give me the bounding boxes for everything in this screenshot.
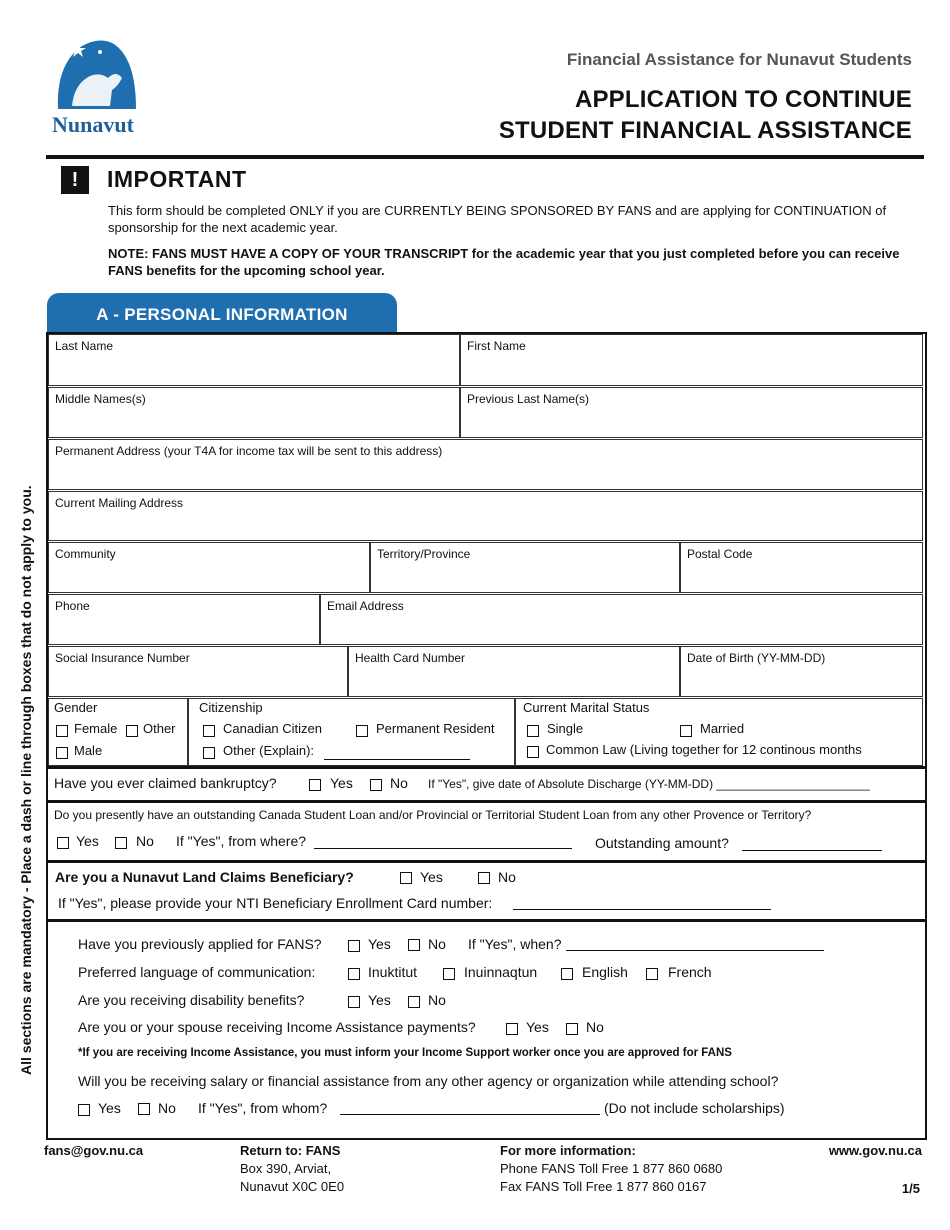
salary-whom-label: If "Yes", from whom?	[198, 1100, 328, 1116]
loan-yes-checkbox[interactable]	[57, 837, 69, 849]
first-name-field[interactable]	[460, 334, 923, 386]
permanent-resident-label: Permanent Resident	[376, 721, 495, 736]
title-line-1: APPLICATION TO CONTINUE	[574, 86, 912, 113]
mailing-address-label: Current Mailing Address	[55, 496, 184, 510]
other-gender-label: Other	[143, 721, 176, 736]
common-law-checkbox[interactable]	[527, 746, 539, 758]
return-line-1: Box 390, Arviat,	[240, 1161, 332, 1176]
community-label: Community	[55, 547, 116, 561]
salary-whom-input[interactable]	[340, 1114, 600, 1115]
citizenship-label: Citizenship	[199, 700, 263, 715]
permanent-resident-checkbox[interactable]	[356, 725, 368, 737]
loan-question: Do you presently have an outstanding Canada Student Loan and/or Provincial or Territorial Student Loan from any other Provence or Territory?	[54, 808, 812, 822]
land-claims-no-checkbox[interactable]	[478, 872, 490, 884]
middle-names-field[interactable]	[48, 387, 460, 438]
page-number: 1/5	[901, 1181, 920, 1196]
language-question: Preferred language of communication:	[78, 964, 316, 980]
single-label: Single	[547, 721, 584, 736]
loan-amount-label: Outstanding amount?	[595, 835, 729, 851]
info-phone: Phone FANS Toll Free 1 877 860 0680	[500, 1161, 723, 1176]
permanent-address-field[interactable]	[48, 439, 923, 490]
inuktitut-label: Inuktitut	[368, 964, 418, 980]
last-name-label: Last Name	[55, 339, 114, 353]
territory-label: Territory/Province	[377, 547, 471, 561]
first-name-label: First Name	[467, 339, 526, 353]
salary-no-label: No	[158, 1100, 176, 1116]
footer-return	[240, 1142, 344, 1196]
english-label: English	[582, 964, 628, 980]
permanent-address-label: Permanent Address (your T4A for income tax will be sent to this address)	[55, 444, 443, 458]
footer-email[interactable]: fans@gov.nu.ca	[44, 1143, 144, 1158]
disability-yes-checkbox[interactable]	[348, 996, 360, 1008]
salary-yes-label: Yes	[98, 1100, 121, 1116]
loan-yes-label: Yes	[76, 833, 99, 849]
footer-info	[500, 1142, 722, 1196]
last-name-field[interactable]	[48, 334, 460, 386]
health-card-label: Health Card Number	[355, 651, 466, 665]
side-note: All sections are mandatory - Place a dash or line through boxes that do not apply to you.	[18, 485, 34, 1075]
section-a-tab: A - PERSONAL INFORMATION	[47, 293, 397, 333]
info-fax: Fax FANS Toll Free 1 877 860 0167	[500, 1179, 707, 1194]
phone-field[interactable]	[48, 594, 320, 645]
middle-names-label: Middle Names(s)	[55, 392, 146, 406]
salary-question: Will you be receiving salary or financial assistance from any other agency or organization while attending school?	[78, 1073, 779, 1089]
email-label: Email Address	[327, 599, 404, 613]
common-law-label: Common Law (Living together for 12 continous months	[546, 742, 862, 757]
salary-yes-checkbox[interactable]	[78, 1104, 90, 1116]
other-citizenship-checkbox[interactable]	[203, 747, 215, 759]
bankruptcy-no-label: No	[390, 775, 408, 791]
disability-no-checkbox[interactable]	[408, 996, 420, 1008]
land-claims-followup: If "Yes", please provide your NTI Beneficiary Enrollment Card number:	[58, 895, 493, 911]
male-label: Male	[74, 743, 103, 758]
salary-no-checkbox[interactable]	[138, 1103, 150, 1115]
phone-label: Phone	[55, 599, 90, 613]
married-label: Married	[700, 721, 745, 736]
salary-tail: (Do not include scholarships)	[604, 1100, 785, 1116]
dob-field[interactable]	[680, 646, 923, 697]
other-citizenship-input[interactable]	[324, 759, 470, 760]
territory-field[interactable]	[370, 542, 680, 593]
footer-website[interactable]: www.gov.nu.ca	[828, 1143, 922, 1158]
income-assist-yes-label: Yes	[526, 1019, 549, 1035]
sin-field[interactable]	[48, 646, 348, 697]
marital-label: Current Marital Status	[523, 700, 650, 715]
single-checkbox[interactable]	[527, 725, 539, 737]
french-label: French	[668, 964, 712, 980]
prev-applied-yes-label: Yes	[368, 936, 391, 952]
prev-applied-yes-checkbox[interactable]	[348, 940, 360, 952]
prev-applied-no-checkbox[interactable]	[408, 939, 420, 951]
disability-yes-label: Yes	[368, 992, 391, 1008]
prev-applied-when-label: If "Yes", when?	[468, 936, 562, 952]
land-claims-yes-label: Yes	[420, 869, 443, 885]
female-label: Female	[74, 721, 118, 736]
important-text: This form should be completed ONLY if you are CURRENTLY BEING SPONSORED BY FANS and are applying for CONTINUATION of sponsorship for the next academic year.	[108, 203, 887, 235]
bankruptcy-no-checkbox[interactable]	[370, 779, 382, 791]
rule-landclaims-top	[46, 860, 925, 863]
income-assist-yes-checkbox[interactable]	[506, 1023, 518, 1035]
loan-no-checkbox[interactable]	[115, 837, 127, 849]
income-assist-no-checkbox[interactable]	[566, 1023, 578, 1035]
income-assist-note: *If you are receiving Income Assistance, you must inform your Income Support worker once you are approved for FANS	[78, 1047, 732, 1059]
previous-last-name-field[interactable]	[460, 387, 923, 438]
other-citizenship-label: Other (Explain):	[223, 743, 315, 758]
community-field[interactable]	[48, 542, 370, 593]
loan-no-label: No	[136, 833, 154, 849]
male-checkbox[interactable]	[56, 747, 68, 759]
land-claims-yes-checkbox[interactable]	[400, 872, 412, 884]
bankruptcy-yes-label: Yes	[330, 775, 353, 791]
rule-questions-top	[46, 919, 925, 922]
prev-applied-no-label: No	[428, 936, 446, 952]
form-title	[499, 84, 912, 146]
rule-bankruptcy-top	[46, 766, 925, 769]
canadian-citizen-checkbox[interactable]	[203, 725, 215, 737]
inuinnaqtun-label: Inuinnaqtun	[464, 964, 538, 980]
canadian-citizen-label: Canadian Citizen	[223, 721, 323, 736]
exclamation-icon: !	[61, 166, 89, 194]
sin-label: Social Insurance Number	[55, 651, 190, 665]
bankruptcy-question: Have you ever claimed bankruptcy?	[54, 775, 277, 791]
loan-where-input[interactable]	[314, 848, 572, 849]
rule-loan-top	[46, 800, 925, 803]
income-assist-question: Are you or your spouse receiving Income Assistance payments?	[78, 1019, 476, 1035]
prev-applied-question: Have you previously applied for FANS?	[78, 936, 322, 952]
loan-where-label: If "Yes", from where?	[176, 833, 307, 849]
other-gender-checkbox[interactable]	[126, 725, 138, 737]
land-claims-question: Are you a Nunavut Land Claims Beneficiary?	[55, 869, 354, 885]
logo-text: Nunavut	[52, 112, 134, 137]
postal-code-field[interactable]	[680, 542, 923, 593]
postal-code-label: Postal Code	[687, 547, 753, 561]
french-checkbox[interactable]	[646, 968, 658, 980]
disability-question: Are you receiving disability benefits?	[78, 992, 305, 1008]
dob-label: Date of Birth (YY-MM-DD)	[687, 651, 826, 665]
gender-label: Gender	[54, 700, 98, 715]
return-label: Return to: FANS	[240, 1143, 341, 1158]
land-claims-no-label: No	[498, 869, 516, 885]
bankruptcy-followup: If "Yes", give date of Absolute Discharge (YY-MM-DD) _______________________	[428, 777, 870, 791]
nti-card-input[interactable]	[513, 909, 771, 910]
previous-last-name-label: Previous Last Name(s)	[467, 392, 590, 406]
important-heading: IMPORTANT	[107, 166, 247, 192]
mailing-address-field[interactable]	[48, 491, 923, 541]
email-field[interactable]	[320, 594, 923, 645]
inuinnaqtun-checkbox[interactable]	[443, 968, 455, 980]
transcript-note: NOTE: FANS MUST HAVE A COPY OF YOUR TRANSCRIPT for the academic year that you just completed before you can receive FANS benefits for the upcoming school year.	[108, 246, 900, 278]
income-assist-no-label: No	[586, 1019, 604, 1035]
inuktitut-checkbox[interactable]	[348, 968, 360, 980]
disability-no-label: No	[428, 992, 446, 1008]
info-label: For more information:	[500, 1143, 636, 1158]
health-card-field[interactable]	[348, 646, 680, 697]
female-checkbox[interactable]	[56, 725, 68, 737]
english-checkbox[interactable]	[561, 968, 573, 980]
bankruptcy-yes-checkbox[interactable]	[309, 779, 321, 791]
loan-amount-input[interactable]	[742, 850, 882, 851]
title-line-2: STUDENT FINANCIAL ASSISTANCE	[498, 117, 912, 144]
married-checkbox[interactable]	[680, 725, 692, 737]
prev-applied-when-input[interactable]	[566, 950, 824, 951]
header-rule	[46, 155, 924, 159]
org-name: Financial Assistance for Nunavut Students	[566, 50, 912, 69]
return-line-2: Nunavut X0C 0E0	[240, 1179, 345, 1194]
